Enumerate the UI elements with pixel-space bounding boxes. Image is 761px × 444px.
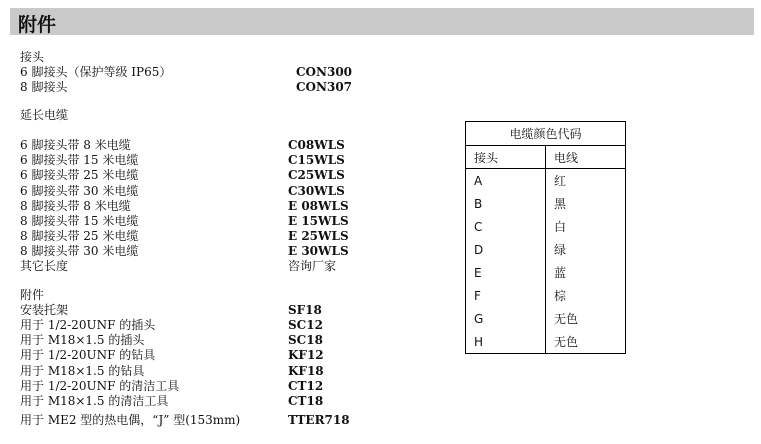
accessory-label: 用于 M18×1.5 的插头 xyxy=(20,333,145,347)
cable-code: E 30WLS xyxy=(288,244,349,258)
cable-label: 6 脚接头带 15 米电缆 xyxy=(20,153,139,167)
connector-label: 8 脚接头 xyxy=(20,80,68,94)
accessory-code: KF12 xyxy=(288,348,324,362)
cables-heading: 延长电缆 xyxy=(20,108,69,122)
wire-color-cell: 无色 xyxy=(553,335,578,349)
wire-color-cell: 黑 xyxy=(553,197,566,211)
column-header-connector: 接头 xyxy=(466,146,546,169)
pin-cell: H xyxy=(466,330,546,354)
table-row xyxy=(466,261,626,284)
accessory-code: SC12 xyxy=(288,318,323,332)
cable-label: 6 脚接头带 30 米电缆 xyxy=(20,184,139,198)
connector-label: 6 脚接头（保护等级 IP65） xyxy=(20,65,172,79)
accessory-code: SF18 xyxy=(288,303,322,317)
color-table-title: 电缆颜色代码 xyxy=(466,122,626,146)
pin-cell: F xyxy=(466,284,546,307)
accessories-heading: 附件 xyxy=(20,288,45,302)
accessory-label: 用于 M18×1.5 的钻具 xyxy=(20,364,145,378)
cable-label: 8 脚接头带 8 米电缆 xyxy=(20,199,131,213)
pin-cell: A xyxy=(466,169,546,193)
wire-color-cell: 蓝 xyxy=(553,266,566,280)
accessory-label: 安装托架 xyxy=(20,303,69,317)
table-row xyxy=(466,238,626,261)
pin-cell: E xyxy=(466,261,546,284)
accessory-label: 用于 1/2-20UNF 的插头 xyxy=(20,318,156,332)
table-row xyxy=(466,215,626,238)
pin-cell: C xyxy=(466,215,546,238)
cable-label: 8 脚接头带 30 米电缆 xyxy=(20,244,139,258)
table-row xyxy=(466,284,626,307)
connectors-heading: 接头 xyxy=(20,50,45,64)
wire-color-cell: 绿 xyxy=(553,243,566,257)
wire-color-cell: 白 xyxy=(553,220,566,234)
accessory-label: 用于 1/2-20UNF 的钻具 xyxy=(20,348,156,362)
cable-code: C08WLS xyxy=(288,138,345,152)
column-header-wire: 电线 xyxy=(545,146,625,169)
cable-label: 其它长度 xyxy=(20,259,69,273)
cable-code: C25WLS xyxy=(288,168,345,182)
cable-code: 咨询厂家 xyxy=(288,259,337,273)
accessory-label: 用于 ME2 型的热电偶，“J” 型(153mm) xyxy=(20,413,241,427)
accessory-code: TTER718 xyxy=(288,413,350,427)
cable-code: E 15WLS xyxy=(288,214,349,228)
accessory-code: SC18 xyxy=(288,333,323,347)
connector-code: CON300 xyxy=(296,65,353,79)
cable-label: 8 脚接头带 25 米电缆 xyxy=(20,229,139,243)
cable-code: E 25WLS xyxy=(288,229,349,243)
table-row xyxy=(466,307,626,330)
cable-code: C15WLS xyxy=(288,153,345,167)
cable-code: C30WLS xyxy=(288,184,345,198)
pin-cell: B xyxy=(466,192,546,215)
accessory-label: 用于 1/2-20UNF 的清洁工具 xyxy=(20,379,180,393)
accessory-label: 用于 M18×1.5 的清洁工具 xyxy=(20,394,169,408)
accessory-code: KF18 xyxy=(288,364,324,378)
accessory-code: CT18 xyxy=(288,394,324,408)
table-row xyxy=(466,330,626,354)
cable-code: E 08WLS xyxy=(288,199,349,213)
cable-color-table xyxy=(465,121,626,354)
section-title: 附件 xyxy=(18,14,57,36)
cable-label: 8 脚接头带 15 米电缆 xyxy=(20,214,139,228)
table-row xyxy=(466,192,626,215)
accessory-code: CT12 xyxy=(288,379,324,393)
wire-color-cell: 棕 xyxy=(553,289,566,303)
pin-cell: G xyxy=(466,307,546,330)
section-header xyxy=(10,8,754,35)
table-row xyxy=(466,169,626,193)
connector-code: CON307 xyxy=(296,80,353,94)
wire-color-cell: 红 xyxy=(553,174,566,188)
cable-label: 6 脚接头带 8 米电缆 xyxy=(20,138,131,152)
pin-cell: D xyxy=(466,238,546,261)
wire-color-cell: 无色 xyxy=(553,312,578,326)
cable-label: 6 脚接头带 25 米电缆 xyxy=(20,168,139,182)
